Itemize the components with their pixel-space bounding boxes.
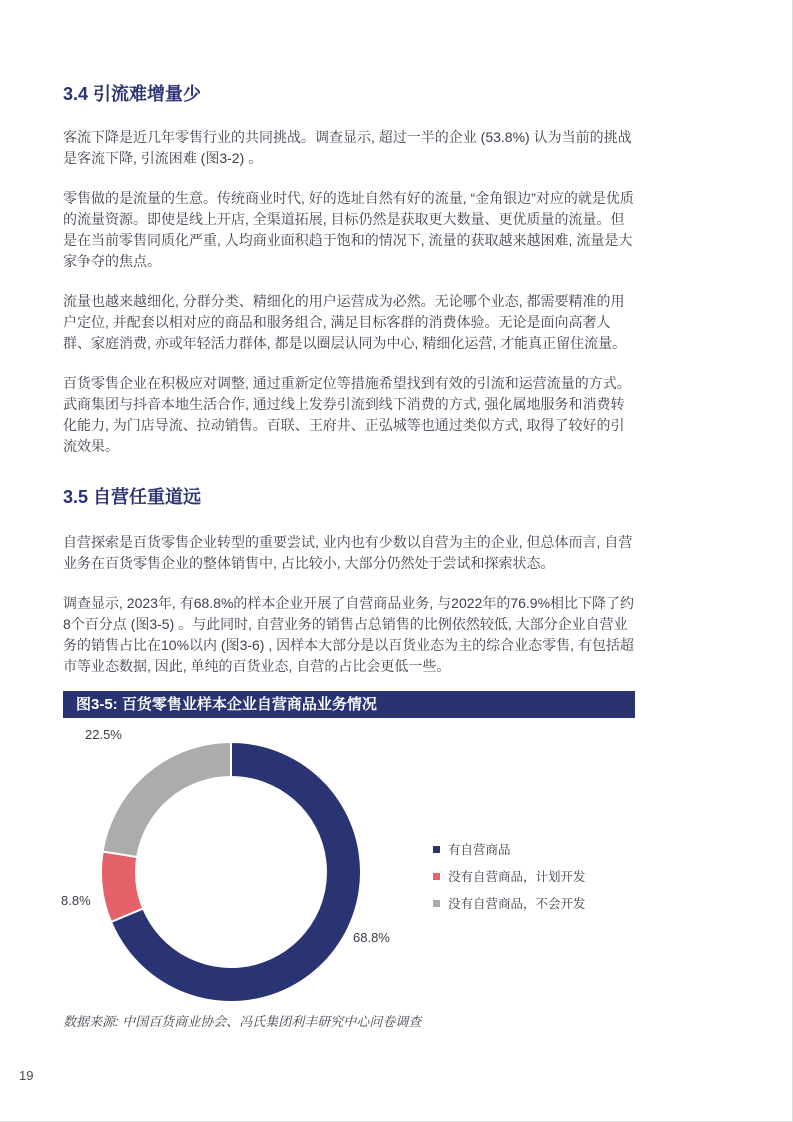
section-heading-3-5: 3.5 自营任重道远 bbox=[63, 487, 202, 507]
legend-item bbox=[433, 867, 586, 885]
page-number: 19 bbox=[19, 1068, 34, 1083]
body-paragraph: 零售做的是流量的生意。传统商业时代, 好的选址自然有好的流量, “金角银边”对应的就是优质的流量资源。即使是线上开店, 全渠道拓展, 目标仍然是获取更大数量、更优质量的流量。但是在当前零售同质化严重, 人均商业面积趋于饱和的情况下, 流量的获取越来越困难, 流量是大家争夺的焦点。 bbox=[63, 190, 634, 269]
page-content bbox=[63, 84, 637, 1030]
slice-label-has-self-brand: 68.8% bbox=[353, 930, 390, 945]
section-heading-3-4: 3.4 引流难增量少 bbox=[63, 84, 202, 104]
body-paragraph: 百货零售企业在积极应对调整, 通过重新定位等措施希望找到有效的引流和运营流量的方式。武商集团与抖音本地生活合作, 通过线上发券引流到线下消费的方式, 强化属地服务和消费转化能力, 为门店导流、拉动销售。百联、王府井、正弘城等也通过类似方式, 取得了较好的引流效果。 bbox=[63, 375, 631, 454]
slice-label-no-self-brand-no-plan: 22.5% bbox=[85, 727, 122, 742]
donut-chart bbox=[63, 718, 637, 1013]
legend-label: 没有自营商品，计划开发 bbox=[448, 870, 586, 884]
legend-swatch-gray bbox=[433, 900, 440, 907]
figure-3-5 bbox=[63, 691, 637, 1030]
body-paragraph: 流量也越来越细化, 分群分类、精细化的用户运营成为必然。无论哪个业态, 都需要精准的用户定位, 并配套以相对应的商品和服务组合, 满足目标客群的消费体验。无论是面向高奢人群、家庭消费, 亦或年轻活力群体, 都是以圈层认同为中心, 精细化运营, 才能真正留住流量。 bbox=[63, 293, 627, 351]
body-paragraph: 客流下降是近几年零售行业的共同挑战。调查显示, 超过一半的企业 (53.8%) 认为当前的挑战是客流下降, 引流困难 (图3-2) 。 bbox=[63, 129, 632, 166]
legend-item bbox=[433, 894, 586, 912]
legend-swatch-red bbox=[433, 873, 440, 880]
slice-label-no-self-brand-plan: 8.8% bbox=[61, 893, 91, 908]
figure-title-bar: 图3-5: 百货零售业样本企业自营商品业务情况 bbox=[63, 691, 635, 718]
data-source-note: 数据来源: 中国百货商业协会、冯氏集团利丰研究中心问卷调查 bbox=[63, 1014, 422, 1029]
legend-label: 没有自营商品，不会开发 bbox=[448, 897, 586, 911]
legend-swatch-navy bbox=[433, 846, 440, 853]
donut-chart-svg bbox=[96, 737, 366, 1007]
legend-label: 有自营商品 bbox=[448, 843, 511, 857]
chart-legend bbox=[433, 840, 586, 921]
body-paragraph: 自营探索是百货零售企业转型的重要尝试, 业内也有少数以自营为主的企业, 但总体而言, 自营业务在百货零售企业的整体销售中, 占比较小, 大部分仍然处于尝试和探索状态。 bbox=[63, 534, 633, 571]
body-paragraph: 调查显示, 2023年, 有68.8%的样本企业开展了自营商品业务, 与2022年的76.9%相比下降了约8个百分点 (图3-5) 。与此同时, 自营业务的销售占总销售的比例依然较低, 大部分企业自营业务的销售占比在10%以内 (图3-6) , 因样本大部分是以百货业态为主的综合业态零售, 有包括超市等业态数据, 因此, 单纯的百货业态, 自营的占比会更低一些。 bbox=[63, 595, 635, 674]
legend-item bbox=[433, 840, 586, 858]
